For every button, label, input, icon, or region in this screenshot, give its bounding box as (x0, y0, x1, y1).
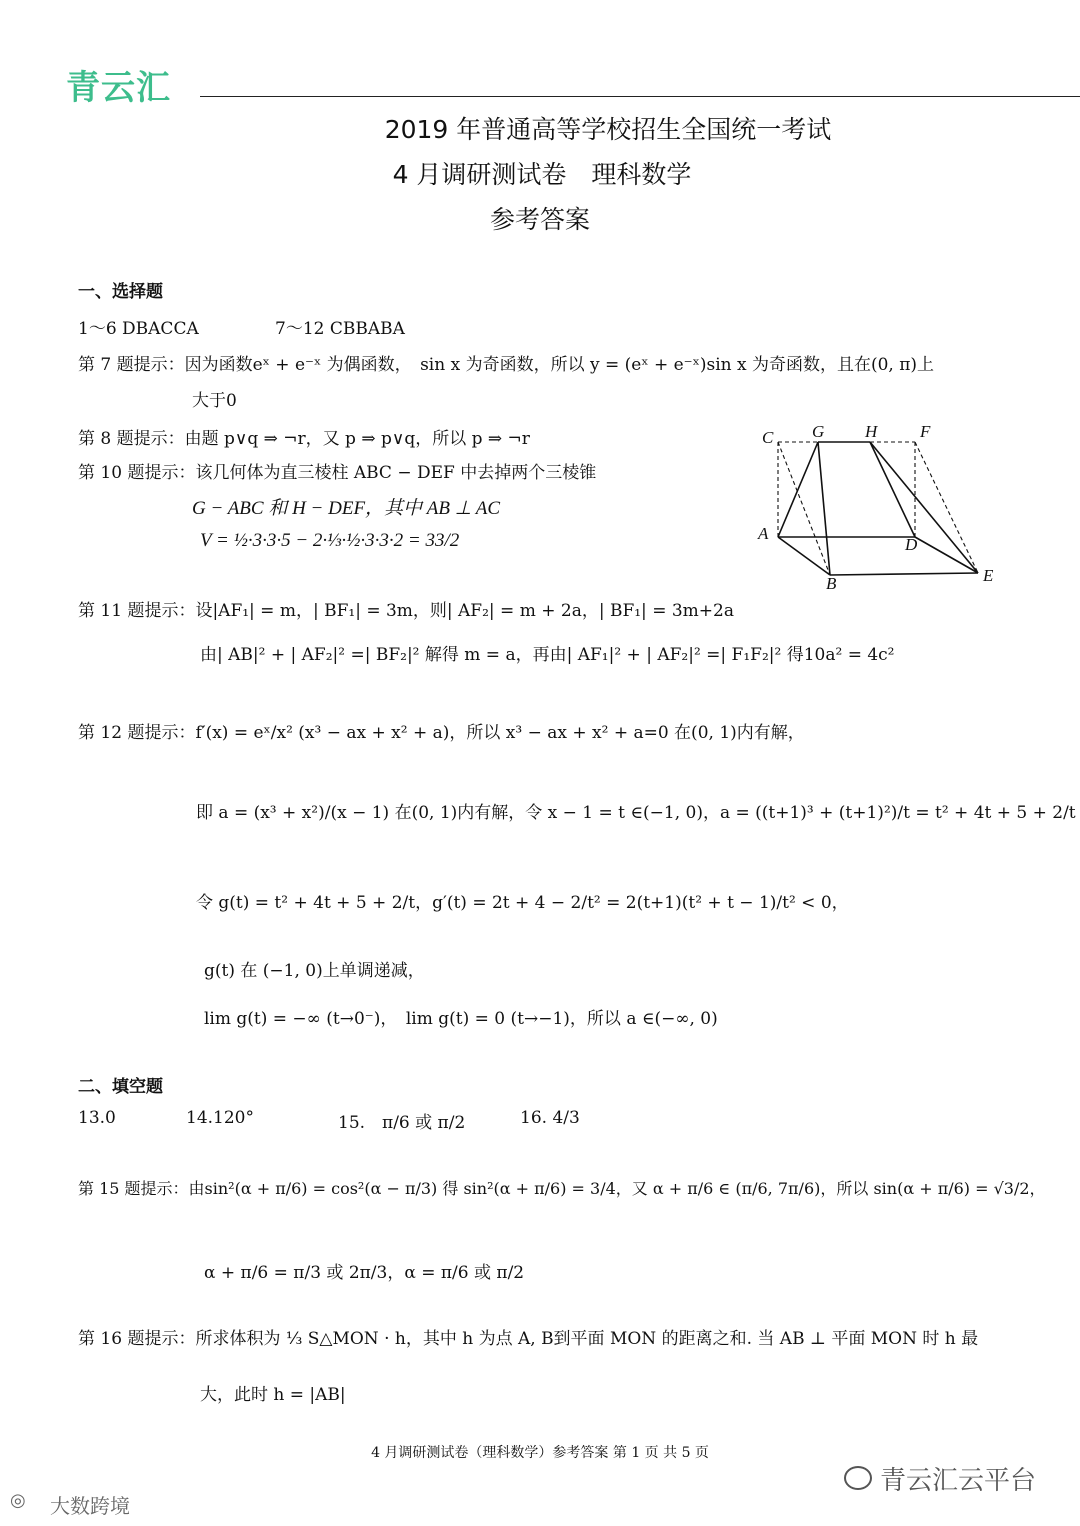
prism-figure (750, 415, 1010, 595)
answers-1-6: 1～6 DBACCA (78, 319, 199, 339)
label-d: D (905, 535, 918, 554)
answer-16: 16. 4/3 (520, 1108, 580, 1128)
label-a: A (758, 524, 769, 543)
hint-q11-cont: 由| AB|² + | AF₂|² =| BF₂|² 解得 m = a，再由| AF₁|² + | AF₂|² =| F₁F₂|² 得10a² = 4c² (200, 645, 895, 665)
hint-q12: 第 12 题提示：f′(x) = eˣ/x² (x³ − ax + x² + a)，所以 x³ − ax + x² + a=0 在(0, 1)内有解， (78, 723, 805, 743)
label-c: C (762, 428, 774, 447)
section-heading-fill: 二、填空题 (78, 1077, 163, 1097)
hint-q12-d: g(t) 在 (−1, 0)上单调递减， (204, 961, 425, 981)
label-g: G (812, 422, 825, 441)
hint-q16-cont: 大，此时 h = |AB| (200, 1385, 346, 1405)
answers-7-12: 7～12 CBBABA (275, 319, 405, 339)
weibo-icon: ◎ (10, 1490, 26, 1511)
exam-title: 2019 年普通高等学校招生全国统一考试 (384, 115, 832, 144)
hint-q11: 第 11 题提示：设|AF₁| = m，| BF₁| = 3m，则| AF₂| = m + 2a，| BF₁| = 3m+2a (78, 601, 734, 621)
label-h: H (865, 422, 878, 441)
exam-subtitle: 4 月调研测试卷 理科数学 (392, 160, 692, 189)
hint-q7: 第 7 题提示：因为函数eˣ + e⁻ˣ 为偶函数， sin x 为奇函数，所以 y = (eˣ + e⁻ˣ)sin x 为奇函数，且在(0, π)上 (78, 355, 935, 375)
hint-q10-formula: V = ½·3·3·5 − 2·⅓·½·3·3·2 = 33/2 (200, 530, 460, 551)
answer-13: 13.0 (78, 1108, 116, 1128)
label-e: E (983, 566, 994, 585)
label-b: B (826, 574, 837, 593)
header-divider (200, 96, 1080, 97)
hint-q16: 第 16 题提示：所求体积为 ⅓ S△MON · h，其中 h 为点 A, B到平面 MON 的距离之和. 当 AB ⊥ 平面 MON 时 h 最 (78, 1329, 979, 1349)
brand-logo: 青云汇 (66, 68, 171, 108)
hint-q15: 第 15 题提示：由sin²(α + π/6) = cos²(α − π/3) 得 sin²(α + π/6) = 3/4，又 α + π/6 ∈ (π/6, 7π/6)，所以 sin(α + π/6) = √3/2， (78, 1179, 1046, 1198)
wechat-icon (844, 1466, 872, 1490)
hint-q7-cont: 大于0 (192, 391, 237, 411)
hint-q10: 第 10 题提示：该几何体为直三棱柱 ABC − DEF 中去掉两个三棱锥 (78, 463, 597, 483)
hint-q10-cont: G − ABC 和 H − DEF，其中 AB ⊥ AC (192, 498, 501, 519)
watermark-left: 大数跨境 (50, 1494, 130, 1518)
hint-q12-c: 令 g(t) = t² + 4t + 5 + 2/t，g′(t) = 2t + 4 − 2/t² = 2(t+1)(t² + t − 1)/t² < 0， (196, 893, 849, 913)
hint-q8: 第 8 题提示：由题 p∨q ⇒ ¬r，又 p ⇒ p∨q，所以 p ⇒ ¬r (78, 429, 530, 449)
hint-q12-e: lim g(t) = −∞ (t→0⁻)， lim g(t) = 0 (t→−1)，所以 a ∈(−∞, 0) (204, 1009, 718, 1029)
page-footer: 4 月调研测试卷（理科数学）参考答案 第 1 页 共 5 页 (371, 1445, 709, 1461)
answer-14: 14.120° (186, 1108, 254, 1128)
label-f: F (920, 422, 931, 441)
hint-q12-b: 即 a = (x³ + x²)/(x − 1) 在(0, 1)内有解，令 x − 1 = t ∈(−1, 0)，a = ((t+1)³ + (t+1)²)/t = t² + 4t + 5 + 2/t (196, 803, 1076, 823)
hint-q15-cont: α + π/6 = π/3 或 2π/3，α = π/6 或 π/2 (204, 1263, 525, 1283)
section-heading-choice: 一、选择题 (78, 282, 163, 302)
answer-key-title: 参考答案 (489, 205, 590, 234)
watermark-right: 青云汇云平台 (880, 1466, 1037, 1496)
answer-15: 15. π/6 或 π/2 (338, 1113, 466, 1133)
